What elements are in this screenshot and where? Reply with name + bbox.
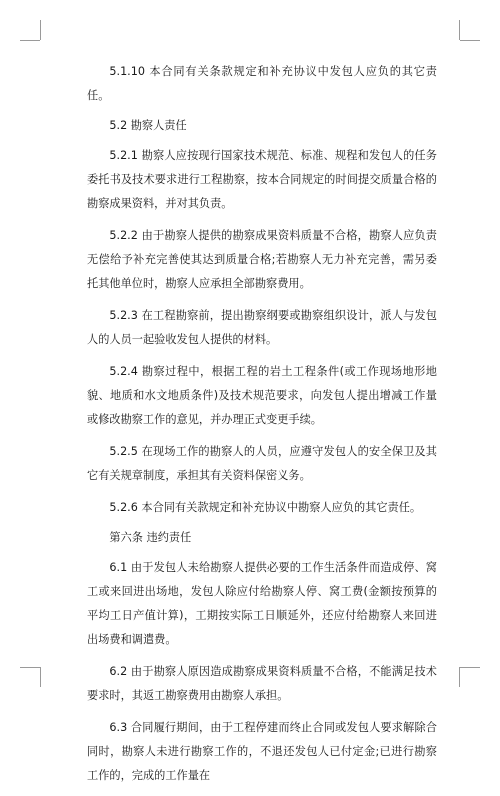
clause-5-1-10: 5.1.10 本合同有关条款规定和补充协议中发包人应负的其它责任。 [87,65,437,102]
article-heading-6: 第六条 违约责任 [109,531,192,544]
clause-5-2-6: 5.2.6 本合同有关款规定和补充协议中勘察人应负的其它责任。 [109,501,422,514]
crop-mark-top-right-h [460,40,480,41]
clause-6-3: 6.3 合同履行期间，由于工程停建而终止合同或发包人要求解除合同时，勘察人未进行勘察工作的，不退还发包人已付定金;已进行勘察工作的，完成的工作量在 [87,721,437,782]
section-heading-5-2: 5.2 勘察人责任 [109,119,187,132]
crop-mark-top-left-v [40,20,41,40]
crop-mark-bottom-right-v [459,667,460,687]
document-body [87,60,437,796]
clause-5-2-5: 5.2.5 在现场工作的勘察人的人员，应遵守发包人的安全保卫及其它有关规章制度，承担其有关资料保密义务。 [87,445,437,482]
clause-6-1: 6.1 由于发包人未给勘察人提供必要的工作生活条件而造成停、窝工或来回进出场地，发包人除应付给勘察人停、窝工费(金额按预算的平均工日产值计算)，工期按实际工日顺延外，还应付给勘察人来回进出场费和调遣费。 [87,561,437,646]
crop-mark-top-right-v [459,20,460,40]
clause-5-2-4: 5.2.4 勘察过程中，根据工程的岩土工程条件(或工作现场地形地貌、地质和水文地质条件)及技术规范要求，向发包人提出增减工作量或修改勘察工作的意见，并办理正式变更手续。 [87,365,437,426]
crop-mark-bottom-left-v [40,667,41,687]
crop-mark-bottom-right-h [460,667,480,668]
clause-5-2-1: 5.2.1 勘察人应按现行国家技术规范、标准、规程和发包人的任务委托书及技术要求进行工程勘察，按本合同规定的时间提交质量合格的勘察成果资料，并对其负责。 [87,149,437,210]
clause-5-2-3: 5.2.3 在工程勘察前，提出勘察纲要或勘察组织设计，派人与发包人的人员一起验收发包人提供的材料。 [87,309,437,346]
clause-5-2-2: 5.2.2 由于勘察人提供的勘察成果资料质量不合格，勘察人应负责无偿给予补充完善使其达到质量合格;若勘察人无力补充完善，需另委托其他单位时，勘察人应承担全部勘察费用。 [87,229,437,290]
crop-mark-top-left-h [20,40,40,41]
clause-6-2: 6.2 由于勘察人原因造成勘察成果资料质量不合格，不能满足技术要求时，其返工勘察费用由勘察人承担。 [87,665,437,702]
crop-mark-bottom-left-h [20,667,40,668]
